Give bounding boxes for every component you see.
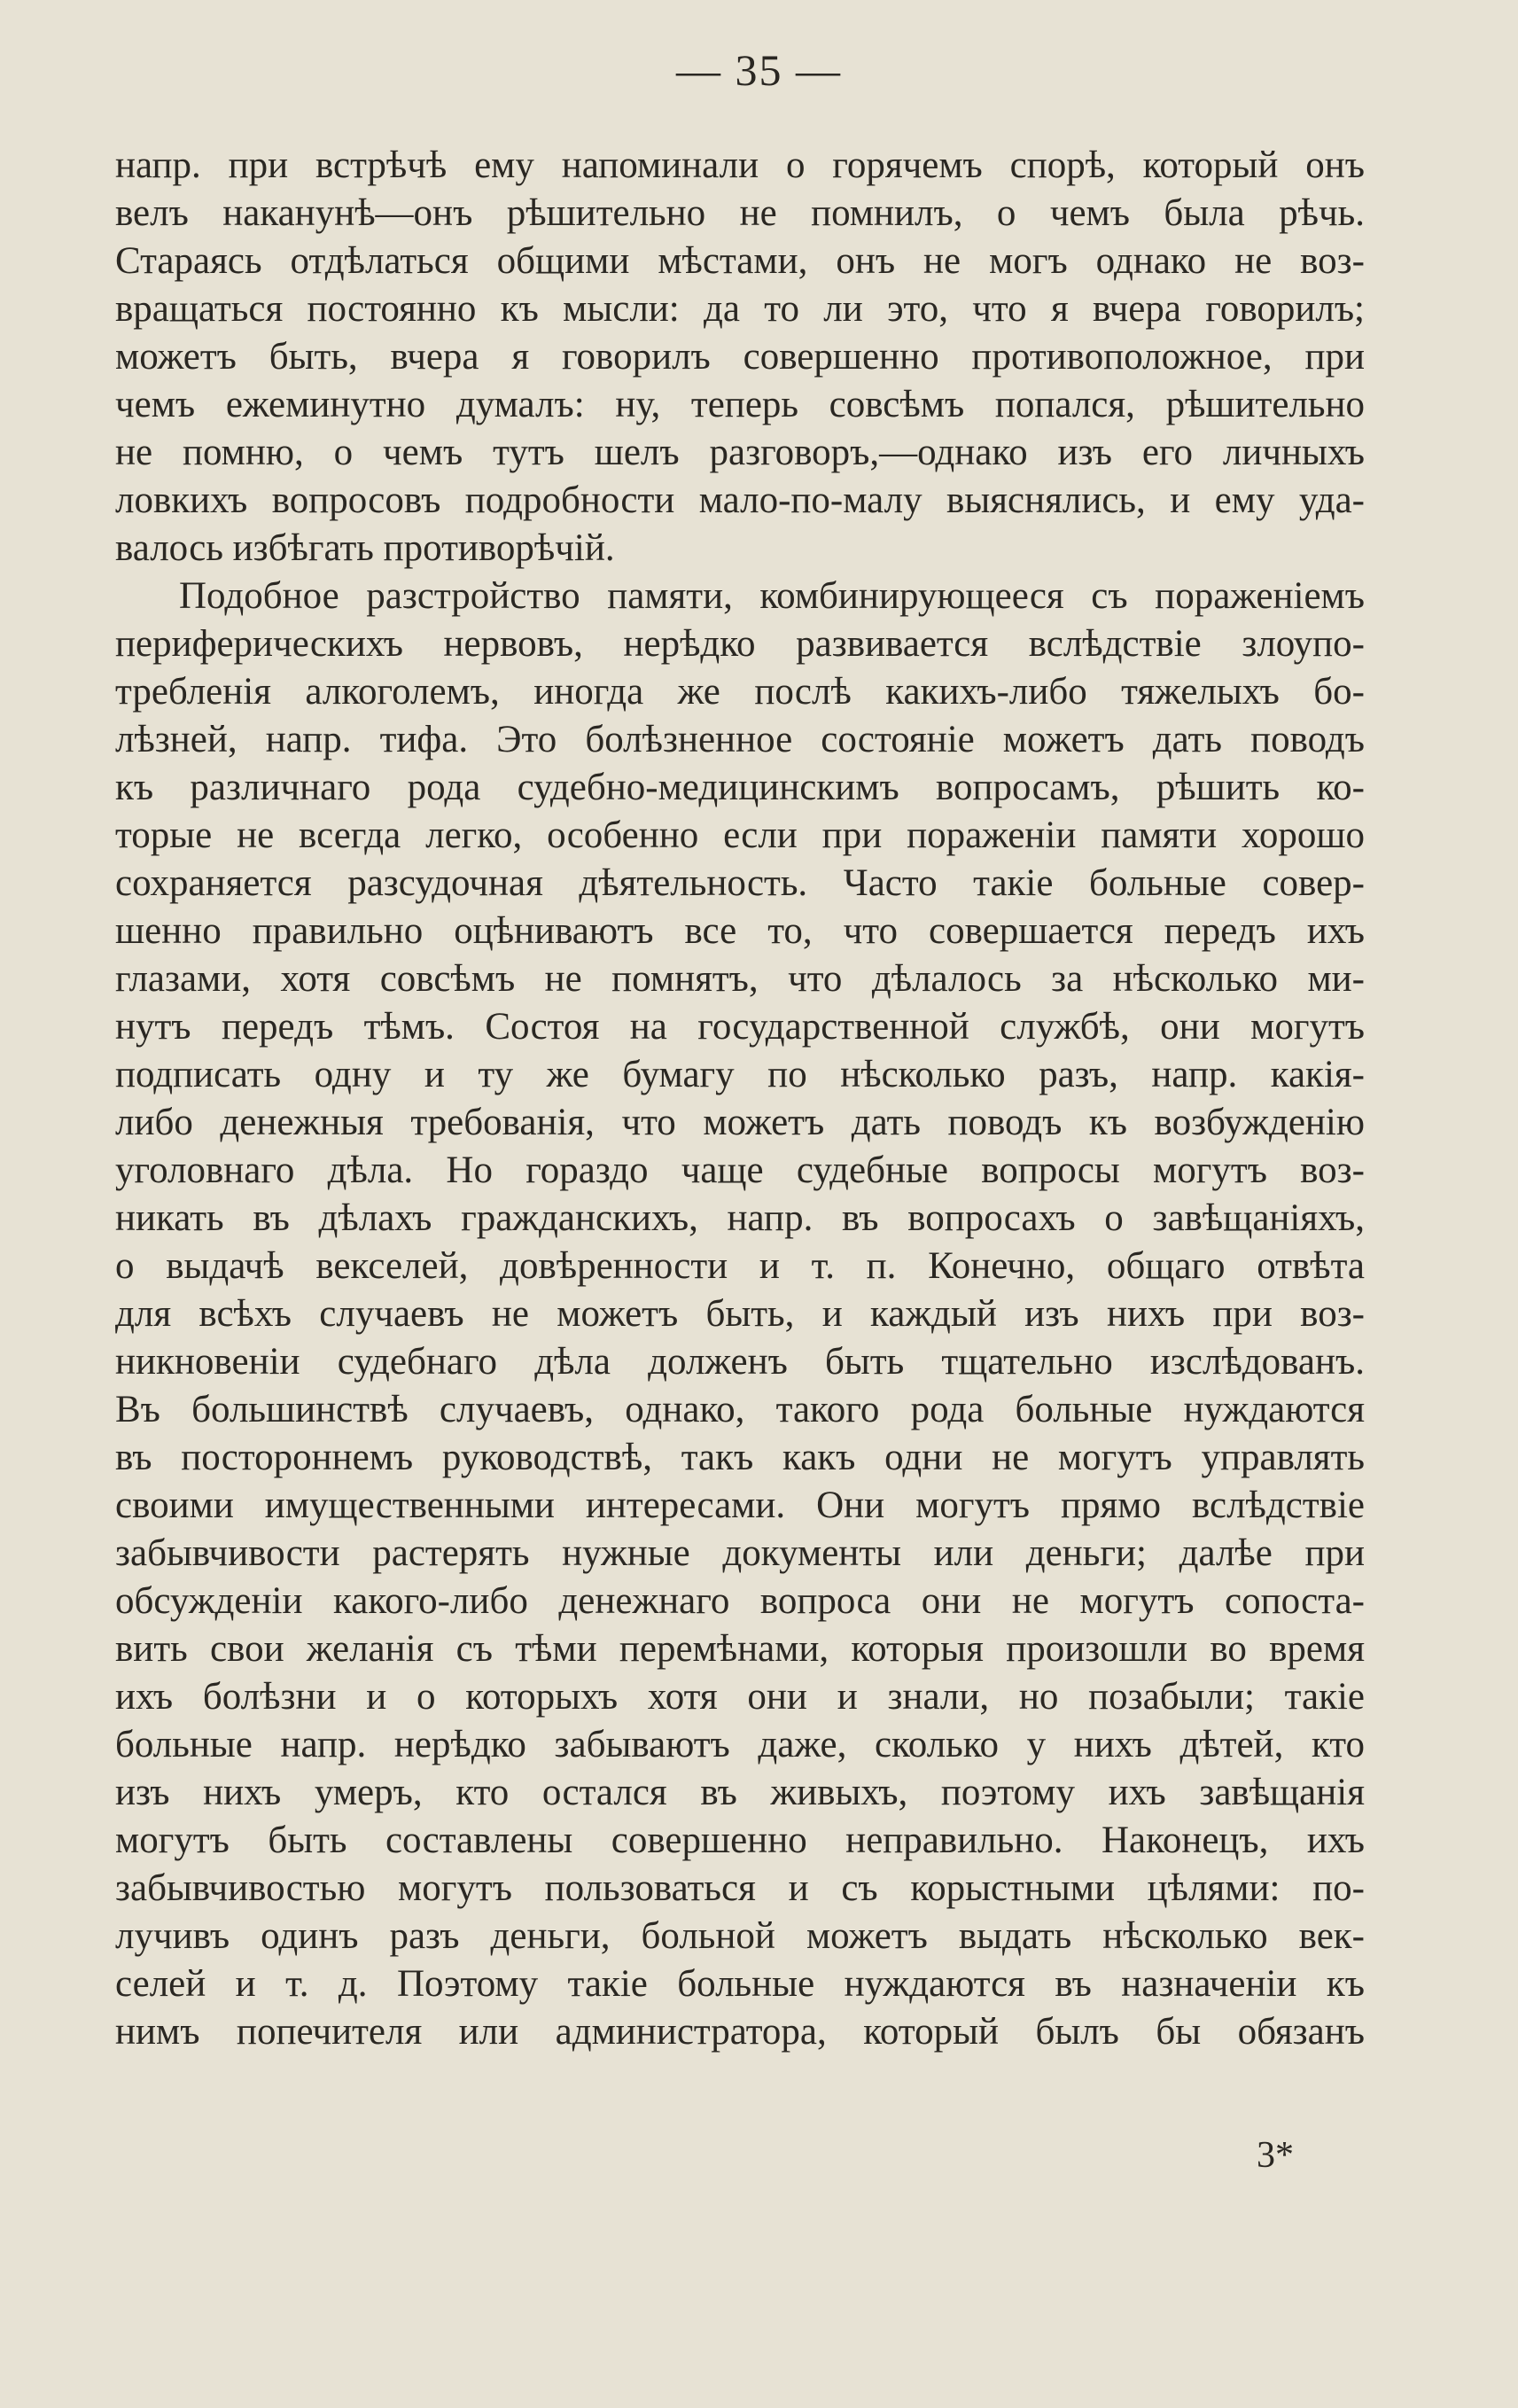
text-line: для всѣхъ случаевъ не можетъ быть, и каждый изъ нихъ при воз- xyxy=(115,1293,1365,1335)
text-line: ихъ болѣзни и о которыхъ хотя они и знали, но позабыли; такіе xyxy=(115,1676,1365,1718)
text-line: лучивъ одинъ разъ деньги, больной можетъ выдать нѣсколько век- xyxy=(115,1915,1365,1957)
text-line: могутъ быть составлены совершенно неправильно. Наконецъ, ихъ xyxy=(115,1820,1365,1861)
text-line: требленія алкоголемъ, иногда же послѣ какихъ-либо тяжелыхъ бо- xyxy=(115,671,1365,713)
body-text xyxy=(115,142,1365,2056)
text-line: никновеніи судебнаго дѣла долженъ быть тщательно изслѣдованъ. xyxy=(115,1341,1365,1383)
text-line: не помню, о чемъ тутъ шелъ разговоръ,—однако изъ его личныхъ xyxy=(115,432,1365,473)
text-line: периферическихъ нервовъ, нерѣдко развивается вслѣдствіе злоупо- xyxy=(115,623,1365,665)
text-line: либо денежныя требованія, что можетъ дать поводъ къ возбужденію xyxy=(115,1102,1365,1143)
text-line: вращаться постоянно къ мысли: да то ли это, что я вчера говорилъ; xyxy=(115,288,1365,330)
text-line: вить свои желанія съ тѣми перемѣнами, которыя произошли во время xyxy=(115,1628,1365,1670)
text-line: въ постороннемъ руководствѣ, такъ какъ одни не могутъ управлять xyxy=(115,1437,1365,1478)
text-line: уголовнаго дѣла. Но гораздо чаще судебные вопросы могутъ воз- xyxy=(115,1149,1365,1191)
text-line: о выдачѣ векселей, довѣренности и т. п. Конечно, общаго отвѣта xyxy=(115,1245,1365,1287)
text-line: можетъ быть, вчера я говорилъ совершенно противоположное, при xyxy=(115,336,1365,378)
text-line: селей и т. д. Поэтому такіе больные нуждаются въ назначеніи къ xyxy=(115,1963,1365,2005)
text-line: больные напр. нерѣдко забываютъ даже, сколько у нихъ дѣтей, кто xyxy=(115,1724,1365,1765)
text-line: глазами, хотя совсѣмъ не помнятъ, что дѣлалось за нѣсколько ми- xyxy=(115,958,1365,1000)
text-line: чемъ ежеминутно думалъ: ну, теперь совсѣмъ попался, рѣшительно xyxy=(115,384,1365,425)
paragraph-1 xyxy=(115,142,1365,573)
text-line: подписать одну и ту же бумагу по нѣсколько разъ, напр. какія- xyxy=(115,1054,1365,1095)
text-line: валось избѣгать противорѣчій. xyxy=(115,527,615,569)
paragraph-2 xyxy=(115,573,1365,2056)
text-line: напр. при встрѣчѣ ему напоминали о горячемъ спорѣ, который онъ xyxy=(115,144,1365,186)
text-line: обсужденіи какого-либо денежнаго вопроса они не могутъ сопоста- xyxy=(115,1580,1365,1622)
text-line: нутъ передъ тѣмъ. Состоя на государственной службѣ, они могутъ xyxy=(115,1006,1365,1048)
page-number: — 35 — xyxy=(676,45,842,95)
text-line: Подобное разстройство памяти, комбинирующееся съ пораженіемъ xyxy=(179,575,1365,617)
text-line: забывчивостью могутъ пользоваться и съ корыстными цѣлями: по- xyxy=(115,1867,1365,1909)
text-line: шенно правильно оцѣниваютъ все то, что совершается передъ ихъ xyxy=(115,910,1365,952)
text-line: ловкихъ вопросовъ подробности мало-по-малу выяснялись, и ему уда- xyxy=(115,479,1365,521)
signature-mark: 3* xyxy=(1257,2135,1294,2176)
text-line: лѣзней, напр. тифа. Это болѣзненное состояніе можетъ дать поводъ xyxy=(115,719,1365,760)
text-line: Стараясь отдѣлаться общими мѣстами, онъ не могъ однако не воз- xyxy=(115,240,1365,282)
text-line: нимъ попечителя или администратора, который былъ бы обязанъ xyxy=(115,2011,1365,2053)
text-line: изъ нихъ умеръ, кто остался въ живыхъ, поэтому ихъ завѣщанія xyxy=(115,1772,1365,1813)
text-line: забывчивости растерять нужные документы или деньги; далѣе при xyxy=(115,1532,1365,1574)
text-line: своими имущественными интересами. Они могутъ прямо вслѣдствіе xyxy=(115,1485,1365,1526)
text-line: торые не всегда легко, особенно если при пораженіи памяти хорошо xyxy=(115,814,1365,856)
text-line: велъ наканунѣ—онъ рѣшительно не помнилъ, о чемъ была рѣчь. xyxy=(115,192,1365,234)
text-line: никать въ дѣлахъ гражданскихъ, напр. въ вопросахъ о завѣщаніяхъ, xyxy=(115,1197,1365,1239)
text-line: къ различнаго рода судебно-медицинскимъ вопросамъ, рѣшить ко- xyxy=(115,767,1365,808)
text-line: сохраняется разсудочная дѣятельность. Часто такіе больные совер- xyxy=(115,862,1365,904)
text-line: Въ большинствѣ случаевъ, однако, такого рода больные нуждаются xyxy=(115,1389,1365,1430)
